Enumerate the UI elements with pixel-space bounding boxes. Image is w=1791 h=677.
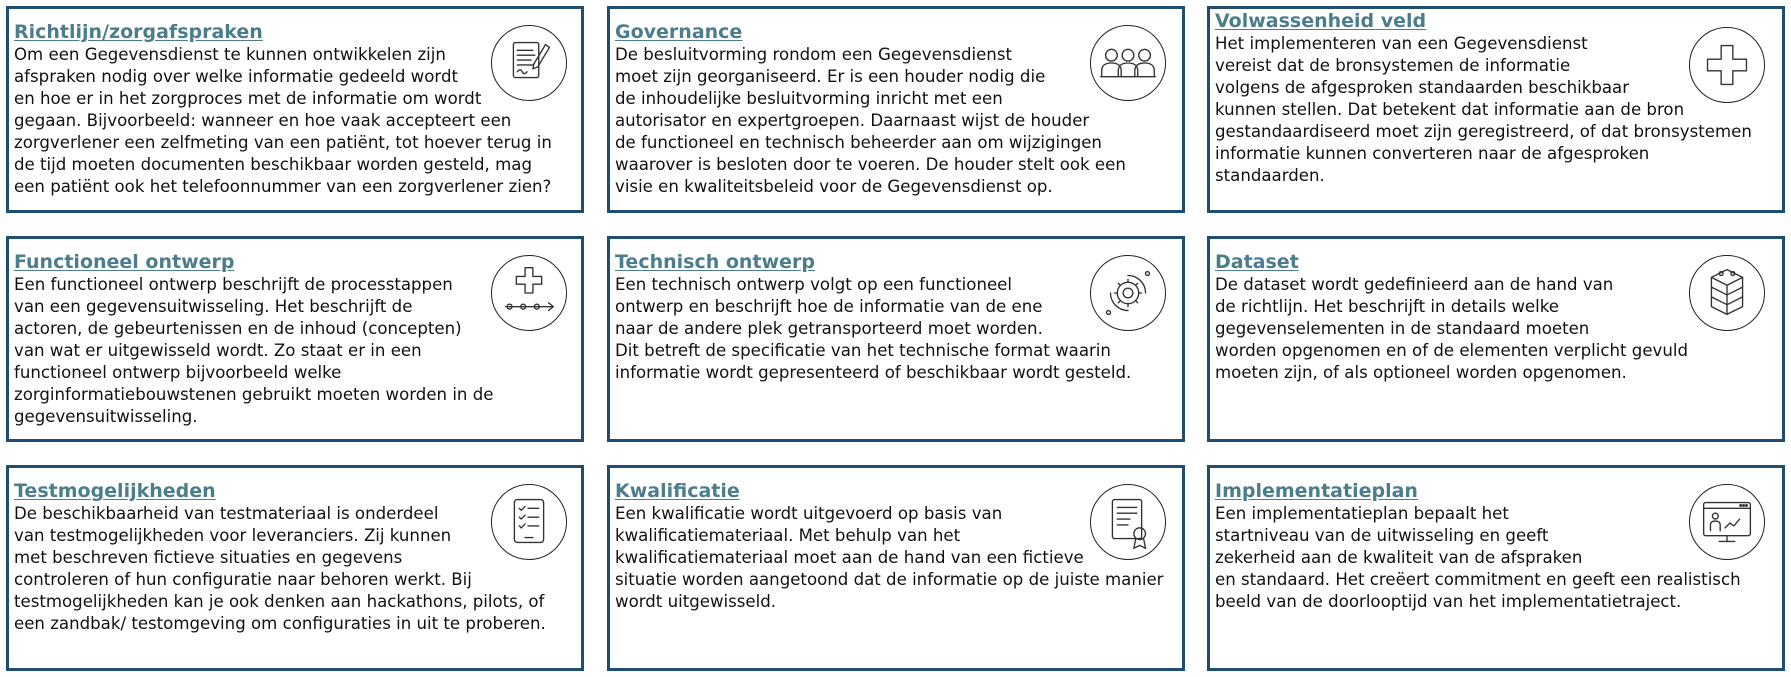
card-testmogelijkheden xyxy=(6,465,584,671)
card-title: Dataset xyxy=(1215,251,1299,273)
medical-cross-icon xyxy=(1689,27,1765,103)
card-body: Het implementeren van een Gegevensdienst vereist dat de bronsystemen de informatie volgens de afgesproken standaarden beschikbaar kunnen stellen. Dat betekent dat informatie aan de bron gestandaardiseerd moet zijn geregistreerd, of dat bronsystemen informatie kunnen converteren naar de afgesproken standaarden. xyxy=(1215,34,1752,185)
card-title: Functioneel ontwerp xyxy=(14,251,235,273)
card-body: Een technisch ontwerp volgt op een functioneel ontwerp en beschrijft hoe de informatie van de ene naar de andere plek getransporteerd moet worden. Dit betreft de specificatie van het technische format waarin informatie wordt gepresenteerd of beschikbaar wordt gesteld. xyxy=(615,275,1132,382)
card-body: Een functioneel ontwerp beschrijft de processtappen van een gegevensuitwisseling. Het beschrijft de actoren, de gebeurtenissen en de inhoud (concepten) van wat er uitgewisseld wordt. Zo staat er in een functioneel ontwerp bijvoorbeeld welke zorginformatiebouwstenen gebruikt moeten worden in de gegevensuitwisseling. xyxy=(14,275,494,426)
card-richtlijn-zorgafspraken xyxy=(6,6,584,213)
card-dataset xyxy=(1207,236,1785,442)
card-body: De dataset wordt gedefinieerd aan de hand van de richtlijn. Het beschrijft in details welke gegevenselementen in de standaard moeten worden opgenomen en of de elementen verplicht gevuld moeten zijn, of als optioneel worden opgenomen. xyxy=(1215,275,1689,382)
card-volwassenheid-veld xyxy=(1207,6,1785,213)
card-body: Een implementatieplan bepaalt het startniveau van de uitwisseling en geeft zekerheid aan de kwaliteit van de afspraken en standaard. Het creëert commitment en geeft een realistisch beeld van de doorlooptijd van het implementatietraject. xyxy=(1215,504,1741,611)
checklist-tablet-icon xyxy=(491,484,567,560)
card-body: Om een Gegevensdienst te kunnen ontwikkelen zijn afspraken nodig over welke informatie gedeeld wordt en hoe er in het zorgproces met de informatie om wordt gegaan. Bijvoorbeeld: wanneer en hoe vaak accepteert een zorgverlener een zelfmeting van een patiënt, tot hoever terug in de tijd moeten documenten beschikbaar worden gesteld, mag een patiënt ook het telefoonnummer van een zorgverlener zien? xyxy=(14,45,552,196)
cross-process-icon xyxy=(491,255,567,331)
card-body: Een kwalificatie wordt uitgevoerd op basis van kwalificatiemateriaal. Met behulp van het kwalificatiemateriaal moet aan de hand van een fictieve situatie worden aangetoond dat de informatie op de juiste manier wordt uitgewisseld. xyxy=(615,504,1164,611)
card-title: Kwalificatie xyxy=(615,480,740,502)
card-kwalificatie xyxy=(607,465,1185,671)
card-title: Governance xyxy=(615,21,743,43)
data-stack-icon xyxy=(1689,255,1765,331)
gear-icon xyxy=(1090,255,1166,331)
card-governance xyxy=(607,6,1185,213)
card-title: Implementatieplan xyxy=(1215,480,1418,502)
people-group-icon xyxy=(1090,25,1166,101)
card-implementatieplan xyxy=(1207,465,1785,671)
certificate-icon xyxy=(1090,484,1166,560)
card-functioneel-ontwerp xyxy=(6,236,584,442)
card-title: Richtlijn/zorgafspraken xyxy=(14,21,263,43)
card-title: Technisch ontwerp xyxy=(615,251,815,273)
document-pen-icon xyxy=(491,25,567,101)
card-title: Volwassenheid veld xyxy=(1215,10,1427,32)
card-title: Testmogelijkheden xyxy=(14,480,216,502)
presentation-icon xyxy=(1689,484,1765,560)
card-body: De besluitvorming rondom een Gegevensdienst moet zijn georganiseerd. Er is een houder nodig die de inhoudelijke besluitvorming inricht met een autorisator en expertgroepen. Daarnaast wijst de houder de functioneel en technisch beheerder aan om wijzigingen waarover is besloten door te voeren. De houder stelt ook een visie en kwaliteitsbeleid voor de Gegevensdienst op. xyxy=(615,45,1126,196)
card-body: De beschikbaarheid van testmateriaal is onderdeel van testmogelijkheden voor leveranciers. Zij kunnen met beschreven fictieve situaties en gegevens controleren of hun configuratie naar behoren werkt. Bij testmogelijkheden kan je ook denken aan hackathons, pilots, of een zandbak/ testomgeving om configuraties in uit te proberen. xyxy=(14,504,546,633)
card-technisch-ontwerp xyxy=(607,236,1185,442)
